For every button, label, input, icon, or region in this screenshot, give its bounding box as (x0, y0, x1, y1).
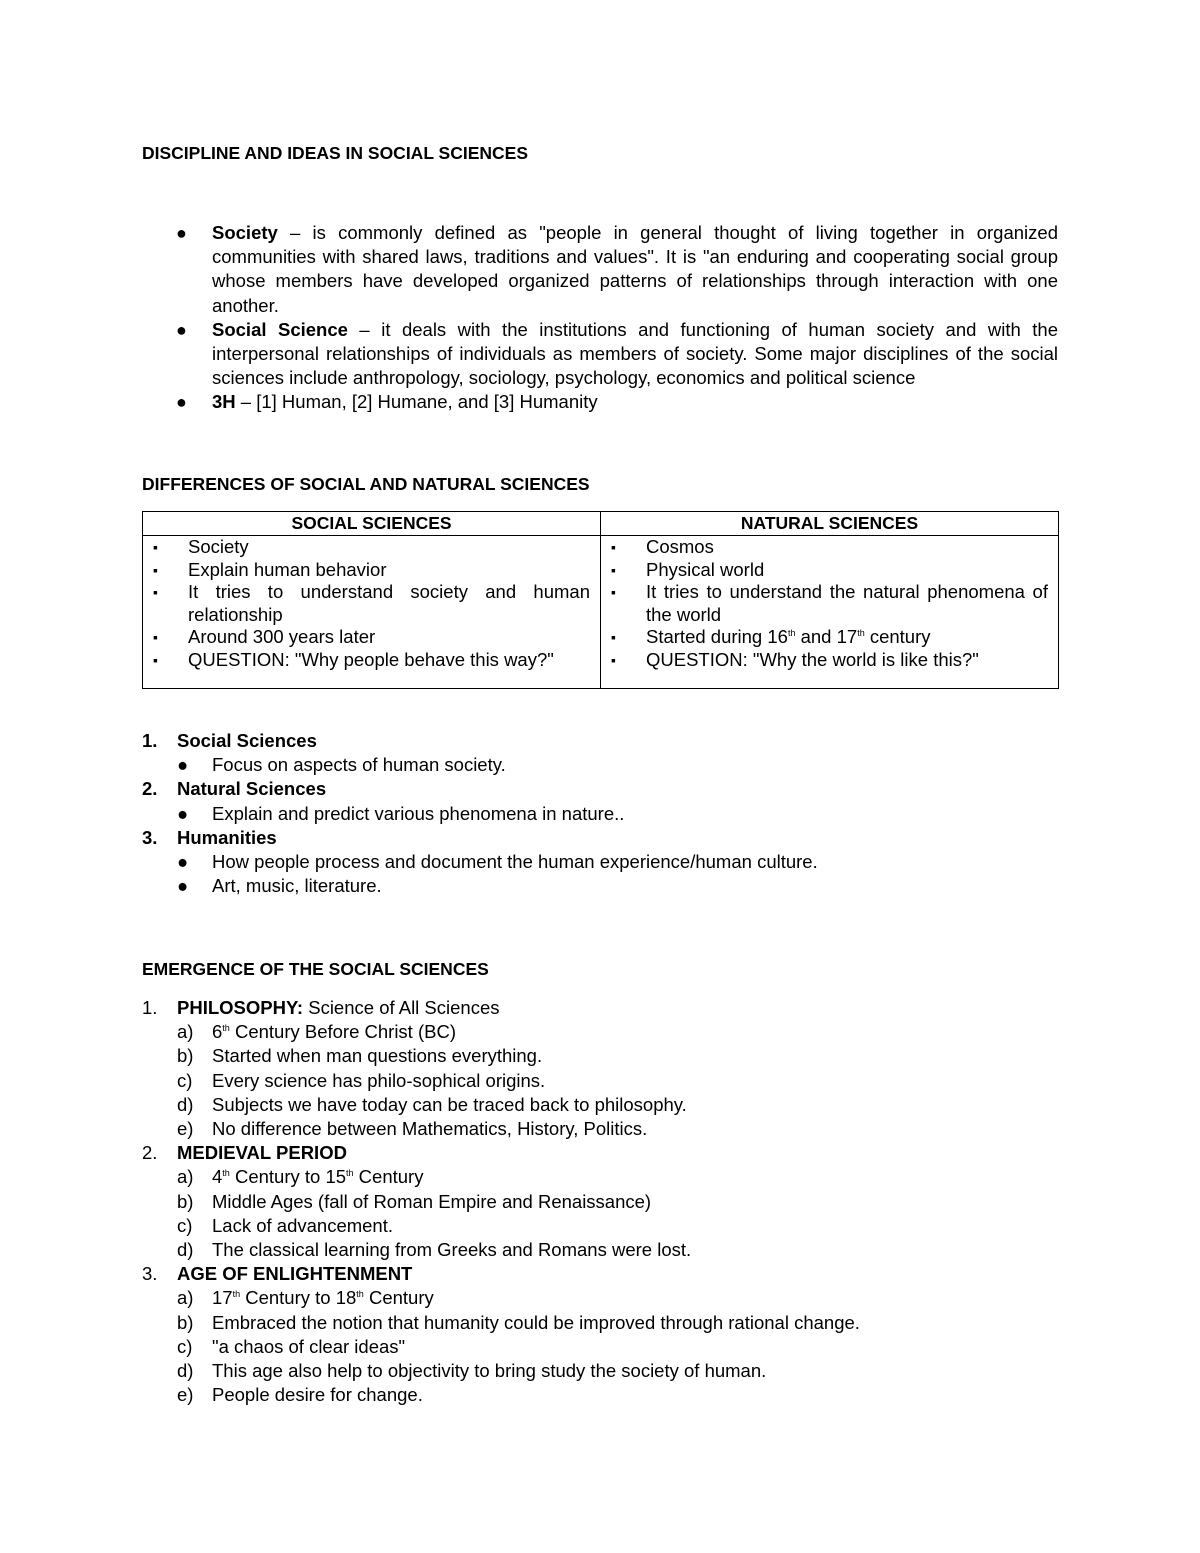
list-item: 2. MEDIEVAL PERIOD a) 4th Century to 15th Century b) Middle Ages (fall of Roman Empire and Renaissance) c) Lack of advancement. d) The classical learning from Greeks and Romans were lost. (142, 1142, 692, 1261)
table-header-social: SOCIAL SCIENCES (143, 512, 601, 536)
square-bullet-icon: ▪ (153, 561, 158, 578)
square-bullet-icon: ▪ (611, 584, 616, 601)
square-bullet-icon: ▪ (153, 584, 158, 601)
table-cell-social (143, 536, 601, 689)
list-item: 1. Social Sciences ● Focus on aspects of human society. (142, 729, 1058, 777)
term-definition: – is commonly defined as "people in general thought of living together in organized communities with shared laws, traditions and values". It is "an enduring and cooperating social group whose members have developed organized patterns of relationships through interaction with one another. (212, 222, 1058, 316)
bullet-icon: ● (176, 223, 187, 243)
bullet-icon: ● (176, 392, 187, 413)
bullet-icon: ● (177, 875, 189, 897)
section-heading-emergence: EMERGENCE OF THE SOCIAL SCIENCES (142, 959, 489, 979)
bullet-icon: ● (177, 754, 189, 776)
definitions-list (142, 221, 1058, 415)
emergence-list (142, 996, 1058, 1407)
term-definition: – it deals with the institutions and functioning of human society and with the interpersonal relationships of individuals as members of society. Some major disciplines of the social sciences include anthropology, sociology, psychology, economics and political science (212, 318, 1059, 389)
bullet-icon: ● (177, 851, 189, 873)
term-label: Social Science (212, 318, 348, 340)
table-list-item: ▪ Physical world (611, 558, 765, 580)
table-header-natural: NATURAL SCIENCES (601, 512, 1059, 536)
list-item: 1. PHILOSOPHY: Science of All Sciences a) 6th Century Before Christ (BC) b) Started when man questions everything. c) Every science has philo-sophical origins. d) Subjects we have today can be traced back to philosophy. e) No difference between Mathematics, History, Politics. (142, 997, 687, 1140)
table-list-item: ▪ It tries to understand the natural phenomena of the world (611, 581, 1048, 625)
comparison-table (142, 511, 1059, 689)
table-list-item: ▪ Explain human behavior (153, 558, 387, 580)
list-item: 2. Natural Sciences ● Explain and predict various phenomena in nature.. (142, 777, 1058, 825)
table-list-item: ▪ Started during 16th and 17th century (611, 626, 931, 648)
list-item (142, 318, 1058, 391)
list-item (142, 390, 1058, 414)
term-label: 3H (212, 391, 236, 413)
bullet-icon: ● (176, 319, 187, 340)
square-bullet-icon: ▪ (611, 651, 616, 668)
list-item (142, 221, 1058, 318)
square-bullet-icon: ▪ (153, 539, 158, 555)
table-list-item: ▪ Around 300 years later (153, 626, 376, 648)
table-list-item: ▪ QUESTION: "Why people behave this way?" (153, 648, 554, 670)
term-definition: – [1] Human, [2] Humane, and [3] Humanity (235, 391, 598, 413)
square-bullet-icon: ▪ (611, 629, 616, 646)
table-list-item: ▪ Society (153, 536, 249, 557)
term-label: Society (212, 222, 278, 243)
square-bullet-icon: ▪ (153, 651, 158, 668)
bullet-icon: ● (177, 802, 189, 824)
square-bullet-icon: ▪ (611, 561, 616, 578)
list-item: 3. AGE OF ENLIGHTENMENT a) 17th Century to 18th Century b) Embraced the notion that humanity could be improved through rational change. c) "a chaos of clear ideas" d) This age also help to objectivity to bring study the society of human. e) People desire for change. (142, 1263, 860, 1406)
table-list-item: ▪ QUESTION: "Why the world is like this?" (611, 648, 979, 670)
section-heading-discipline: DISCIPLINE AND IDEAS IN SOCIAL SCIENCES (142, 143, 529, 163)
table-list-item: ▪ Cosmos (611, 536, 714, 557)
table-cell-natural (601, 536, 1059, 689)
square-bullet-icon: ▪ (153, 629, 158, 646)
sciences-list (142, 729, 1058, 898)
list-item: 3. Humanities ● How people process and document the human experience/human culture. ● Art, music, literature. (142, 826, 1058, 899)
table-list-item: ▪ It tries to understand society and human relationship (153, 581, 590, 625)
section-heading-differences: DIFFERENCES OF SOCIAL AND NATURAL SCIENCES (142, 474, 590, 494)
square-bullet-icon: ▪ (611, 539, 616, 555)
